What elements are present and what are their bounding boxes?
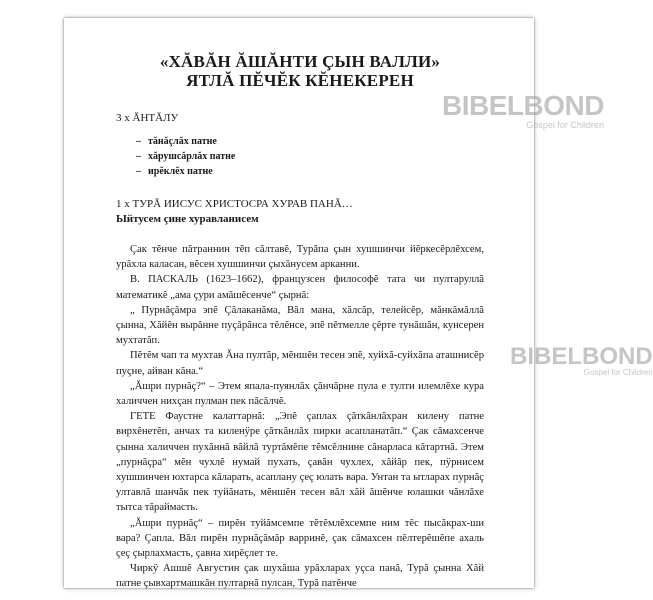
dash-glyph: – (136, 166, 141, 177)
paragraph: В. ПАСКАЛЬ (1623–1662), французсен философĕ тата чи пултаруллă математикĕ „ама çури амăшĕсенче“ çырнă: (116, 274, 484, 301)
paragraph: „Ăшри пурнăç“ – пирĕн туйăмсемпе тĕтĕмлĕхсемпе ним тĕс пысăкрах-ши вара? Çапла. Вăл пирĕн пурнăçăмăр варринĕ, çак сăмахсен пĕлтерĕшĕпе ахаль çеç çырлахмасть, çавна хирĕçлет те. (116, 517, 484, 560)
dash-glyph: – (136, 136, 141, 147)
list-item (136, 134, 484, 149)
page-title (116, 52, 484, 90)
paragraph: „ Пурнăçăмра эпĕ Çăлаканăма, Вăл мана, хăлсăр, телейсĕр, мăнкăмăллă çынна, Хăйĕн вырăнне пуçăрăнса тĕлĕнсе, эпĕ пĕтмелле çĕрте тунăшăн, кунсерен мухтатăп. (116, 304, 484, 347)
chapter-heading: 1 х ТУРĂ ИИСУС ХРИСТОСРА ХУРАВ ПАНĂ… (116, 198, 353, 210)
section-heading: 3 х ĂНТĂЛУ (116, 112, 179, 124)
list-item-text: хăрушсăрлăх патне (148, 151, 236, 162)
list-item (136, 149, 484, 164)
page-content (116, 52, 484, 592)
chapter-subheading: Ыйтусем çине хуравланисем (116, 213, 259, 225)
watermark-middle (510, 343, 653, 377)
dash-glyph: – (136, 151, 141, 162)
watermark-tagline-2: Gospel for Children (583, 368, 653, 377)
watermark-tagline: Gospel for Children (526, 120, 604, 130)
watermark-brand-2: BIBELBOND (510, 343, 653, 370)
paragraph: „Ăшри пурнăç?“ – Этем япала-пуянлăх çăнчăрне пула е тулти илемлĕхе кура халиччен нихçан пулман пек пăсăлчĕ. (116, 380, 484, 408)
paragraph: ГЕТЕ Фаустне калаттарнă: „Эпĕ çаплах çăткăнлăхран килену патне вирхĕнетĕп, анчах та киленÿре çăткăнлăх пирки асапланатăп.“ Çак сăмахсенче çынна халиччен пухăннă вăйлă туртăмĕпе тĕмсĕлнине сăнарласа кăтартнă. Этем „пурнăçра“ мĕн чухлĕ нумай пухать, çавăн чухлех, хăйăр пек, пÿрнисем хушшинчен юхтарса кăларать, асаплану çеç юлать вара. Унтан та ытларах пурнăç ултавлă шанчăк пек туйăнать, мĕншĕн тесен вăл хăй ăшĕнче юлашки чăнлăхе тытса тăраймасть. (116, 411, 484, 514)
list-item-text: ирĕклĕх патне (148, 166, 213, 177)
title-line-1: «ХĂВĂН ĂШĂНТИ ÇЫН ВАЛЛИ» (159, 52, 441, 71)
title-line-2: ЯТЛĂ ПĔЧĔК КĔНЕКЕРЕН (186, 71, 414, 90)
bullet-list (116, 134, 484, 179)
paragraph: Чиркÿ Ашшĕ Августин çак шухăша урăхларах уçса панă, Турă çынна Хăй патне çывхартмашкăн пултарнă пулсан, Турă патĕнче (116, 563, 484, 590)
paragraph: Пĕтĕм чап та мухтав Ăна пултăр, мĕншĕн тесен эпĕ, хуйхă-суйхăпа аташнисĕр пуçне, айван кăна.“ (116, 350, 484, 377)
watermark-brand: BIBELBOND (442, 90, 604, 121)
book-page (64, 18, 653, 590)
paragraph: Çак тĕнче пăтраннин тĕп сăлтавĕ, Турăпа çын хушшинчи йĕркесĕрлĕхсем, урăхла каласан, вĕсен хушшинчи çыхăнусем арканни. (116, 244, 484, 271)
list-item-text: тăнăçлăх патне (148, 136, 217, 147)
list-item (136, 164, 484, 179)
body-text (116, 242, 484, 592)
